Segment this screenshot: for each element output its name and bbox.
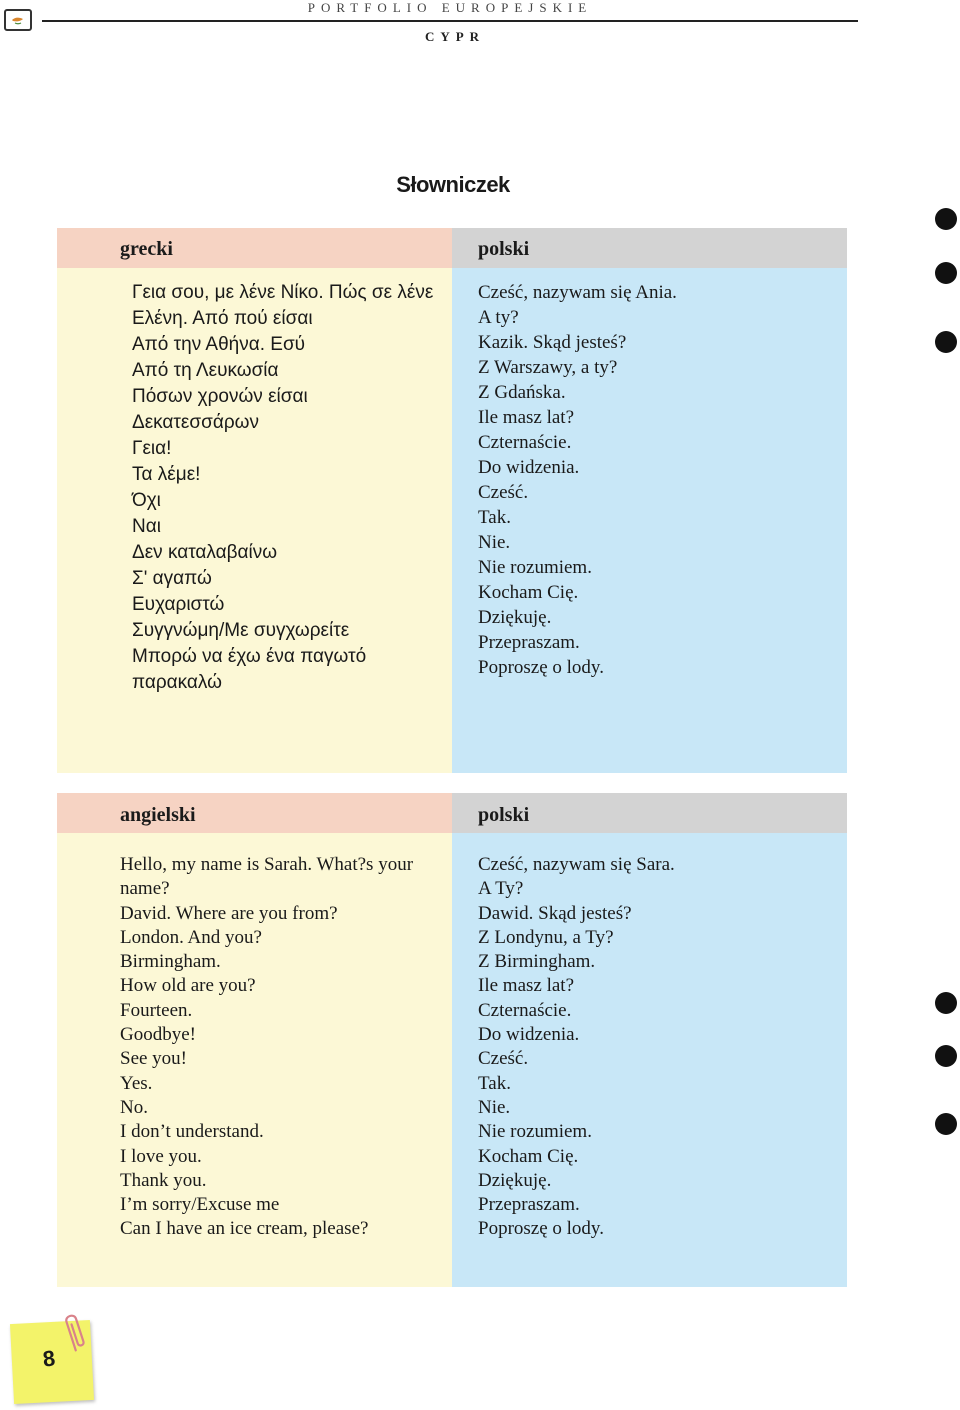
list-item: Συγγνώμη/Με συγχωρείτε xyxy=(132,620,350,641)
table1-right-header: polski xyxy=(478,238,530,260)
cyprus-flag-icon xyxy=(4,9,32,31)
binder-hole xyxy=(935,262,957,284)
list-item: Dawid. Skąd jesteś? xyxy=(478,902,632,924)
list-item: Przepraszam. xyxy=(478,632,580,653)
list-item: Yes. xyxy=(120,1072,153,1094)
list-item: Σ' αγαπώ xyxy=(132,568,212,589)
binder-hole xyxy=(935,1113,957,1135)
list-item: Dziękuję. xyxy=(478,1169,552,1191)
page-number: 8 xyxy=(41,1345,57,1372)
list-item: Hello, my name is Sarah. What?s your xyxy=(120,854,414,875)
header-title: PORTFOLIO EUROPEJSKIE xyxy=(307,0,593,15)
list-item: Poproszę o lody. xyxy=(478,657,604,678)
list-item: Z Warszawy, a ty? xyxy=(478,357,618,378)
list-item: name? xyxy=(120,878,170,900)
list-item: Goodbye! xyxy=(120,1024,196,1046)
list-item: London. And you? xyxy=(120,926,262,948)
list-item: Kazik. Skąd jesteś? xyxy=(478,332,627,353)
list-item: Kocham Cię. xyxy=(478,1145,579,1167)
table2-polish-list xyxy=(478,853,838,1242)
table1-left-header-bar xyxy=(57,228,452,268)
binder-hole xyxy=(935,331,957,353)
page-title: Słowniczek xyxy=(396,172,510,197)
list-item: Dziękuję. xyxy=(478,607,552,628)
list-item: I don’t understand. xyxy=(120,1121,264,1143)
list-item: Czternaście. xyxy=(478,999,572,1021)
table1-left-header: grecki xyxy=(120,238,173,260)
table2-english-list xyxy=(120,853,450,1242)
table2-left-header: angielski xyxy=(120,804,196,826)
list-item: How old are you? xyxy=(120,975,256,997)
list-item: Nie. xyxy=(478,532,511,553)
list-item: Przepraszam. xyxy=(478,1194,580,1216)
list-item: Can I have an ice cream, please? xyxy=(120,1218,369,1240)
list-item: Ile masz lat? xyxy=(478,407,575,428)
list-item: I love you. xyxy=(120,1145,202,1167)
list-item: παρακαλώ xyxy=(132,672,222,693)
list-item: Poproszę o lody. xyxy=(478,1218,604,1240)
list-item: See you! xyxy=(120,1048,188,1070)
list-item: Δεν καταλαβαίνω xyxy=(132,542,278,563)
binder-hole xyxy=(935,992,957,1014)
list-item: Ελένη. Από πού είσαι xyxy=(132,308,313,329)
list-item: Δεκατεσσάρων xyxy=(132,412,259,433)
list-item: Nie rozumiem. xyxy=(478,557,592,578)
list-item: Όχι xyxy=(132,490,161,511)
list-item: Cześć. xyxy=(478,482,529,503)
table1-greek-list xyxy=(132,280,450,696)
paperclip-icon xyxy=(62,1310,86,1359)
list-item: Από την Αθήνα. Εσύ xyxy=(132,334,306,355)
binder-hole xyxy=(935,208,957,230)
list-item: Z Birmingham. xyxy=(478,951,596,973)
list-item: Z Gdańska. xyxy=(478,382,566,403)
list-item: Tak. xyxy=(478,1072,511,1094)
list-item: Do widzenia. xyxy=(478,1024,580,1046)
list-item: David. Where are you from? xyxy=(120,902,338,924)
table2-right-header: polski xyxy=(478,804,530,826)
list-item: Από τη Λευκωσία xyxy=(132,360,279,381)
list-item: No. xyxy=(120,1096,148,1118)
header-subtitle: CYPR xyxy=(424,29,486,44)
list-item: A ty? xyxy=(478,307,519,328)
table2-left-header-bar xyxy=(57,793,452,833)
list-item: Birmingham. xyxy=(120,951,221,973)
list-item: A Ty? xyxy=(478,878,524,900)
list-item: I’m sorry/Excuse me xyxy=(120,1194,280,1216)
table1-polish-list xyxy=(478,280,838,680)
list-item: Kocham Cię. xyxy=(478,582,579,603)
list-item: Γεια σου, με λένε Νίκο. Πώς σε λένε xyxy=(132,282,434,303)
list-item: Μπορώ να έχω ένα παγωτό xyxy=(132,646,367,667)
list-item: Z Londynu, a Ty? xyxy=(478,926,614,948)
list-item: Fourteen. xyxy=(120,999,193,1021)
list-item: Tak. xyxy=(478,507,511,528)
list-item: Czternaście. xyxy=(478,432,572,453)
list-item: Πόσων χρονών είσαι xyxy=(132,386,308,407)
list-item: Do widzenia. xyxy=(478,457,580,478)
list-item: Nie. xyxy=(478,1096,511,1118)
list-item: Γεια! xyxy=(132,438,172,459)
list-item: Cześć, nazywam się Ania. xyxy=(478,282,677,303)
list-item: Τα λέμε! xyxy=(132,464,201,485)
list-item: Ile masz lat? xyxy=(478,975,575,997)
list-item: Nie rozumiem. xyxy=(478,1121,592,1143)
list-item: Cześć, nazywam się Sara. xyxy=(478,854,675,875)
header-divider xyxy=(42,20,858,22)
list-item: Ναι xyxy=(132,516,161,537)
list-item: Ευχαριστώ xyxy=(132,594,225,615)
list-item: Cześć. xyxy=(478,1048,529,1070)
list-item: Thank you. xyxy=(120,1169,207,1191)
binder-hole xyxy=(935,1045,957,1067)
